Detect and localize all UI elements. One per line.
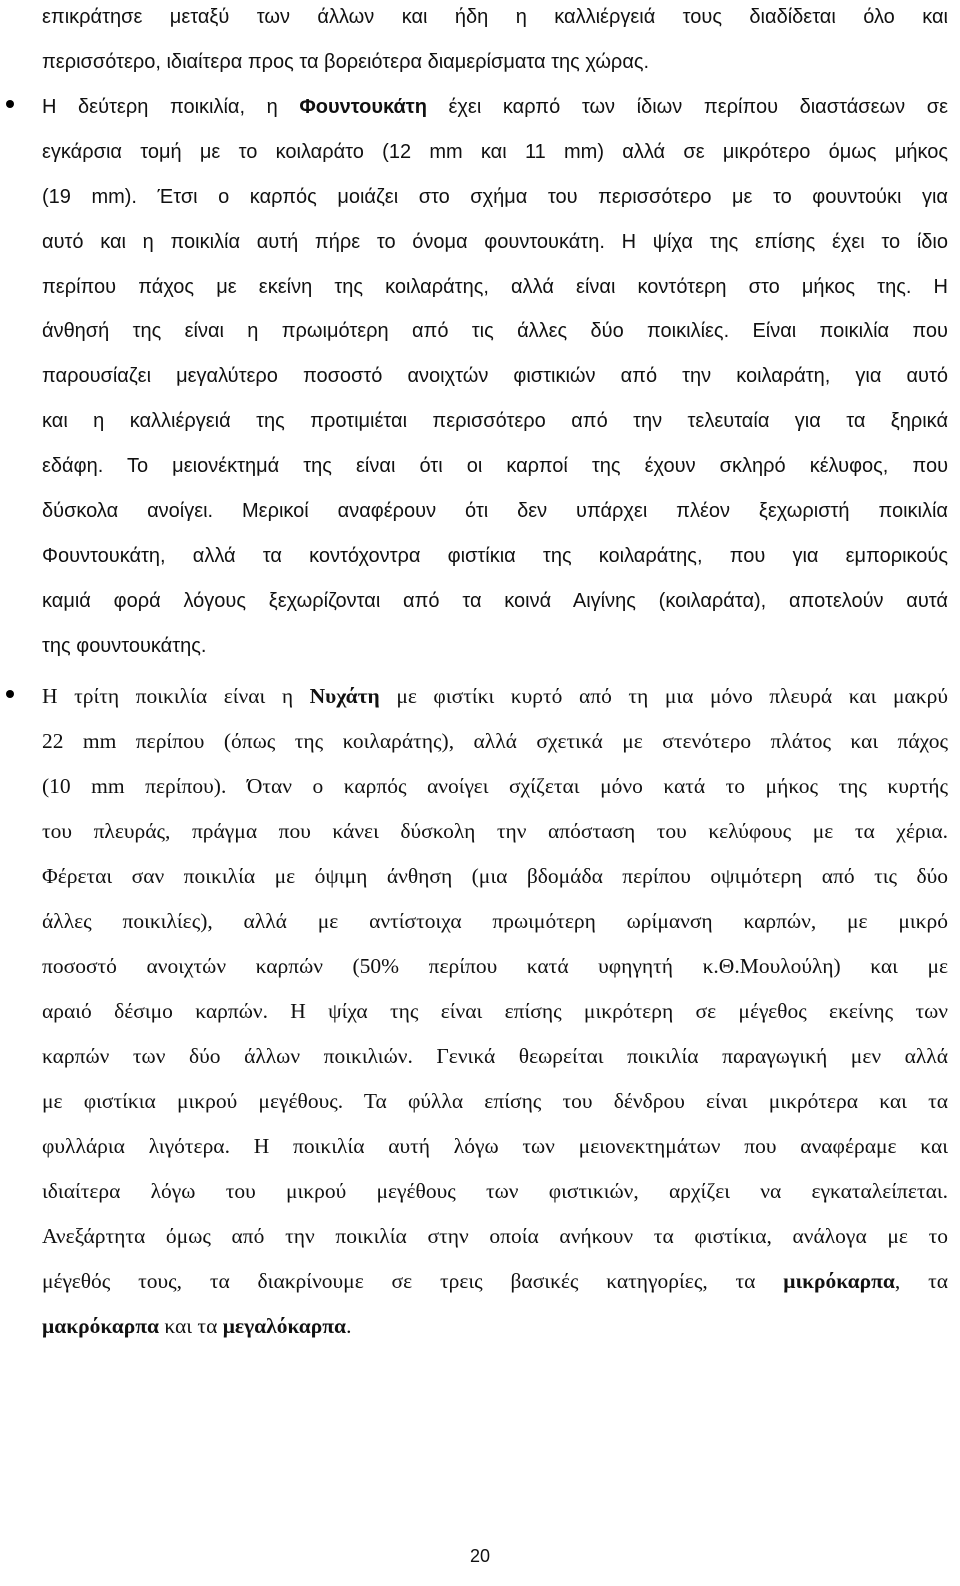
variety-name-fountoukati: Φουντουκάτη (299, 96, 427, 118)
page-number: 20 (469, 1546, 491, 1566)
text-line: ποσοστό ανοιχτών καρπών (50% περίπου κατά υφηγητή κ.Θ.Μουλούλη) και με (42, 954, 948, 978)
text-line: φυλλάρια λιγότερα. Η ποικιλία αυτή λόγω των μειονεκτημάτων που αναφέραμε και (42, 1134, 948, 1158)
category-term: μεγαλόκαρπα (222, 1314, 347, 1338)
text-line: και η καλλιέργειά της προτιμιέται περισσότερο από την τελευταία για τα ξηρικά (42, 410, 948, 432)
text-line: Ανεξάρτητα όμως από την ποικιλία στην οποία ανήκουν τα φιστίκια, ανάλογα με το (42, 1224, 948, 1248)
text-line: με φιστίκια μικρού μεγέθους. Τα φύλλα επίσης του δένδρου είναι μικρότερα και τα (42, 1089, 948, 1113)
bullet-icon (6, 690, 14, 698)
text-line: καρπών των δύο άλλων ποικιλιών. Γενικά θεωρείται ποικιλία παραγωγική μεν αλλά (42, 1044, 948, 1068)
text-line: επικράτησε μεταξύ των άλλων και ήδη η καλλιέργειά τους διαδίδεται όλο και (42, 6, 948, 28)
text-line: δύσκολα ανοίγει. Μερικοί αναφέρουν ότι δεν υπάρχει πλέον ξεχωριστή ποικιλία (42, 500, 948, 522)
text-line: Η τρίτη ποικιλία είναι η Νυχάτη με φιστίκι κυρτό από τη μια μόνο πλευρά και μακρύ (42, 684, 948, 708)
category-term: μικρόκαρπα (783, 1269, 895, 1293)
text-line: 22 mm περίπου (όπως της κοιλαράτης), αλλά σχετικά με στενότερο πλάτος και πάχος (42, 729, 948, 753)
text-line: ιδιαίτερα λόγω του μικρού μεγέθους των φιστικιών, αρχίζει να εγκαταλείπεται. (42, 1179, 948, 1203)
variety-name-nychati: Νυχάτη (309, 684, 380, 708)
bullet-icon (6, 100, 14, 108)
text-line: (10 mm περίπου). Όταν ο καρπός ανοίγει σχίζεται μόνο κατά το μήκος της κυρτής (42, 774, 948, 798)
text-line: Φέρεται σαν ποικιλία με όψιμη άνθηση (μια βδομάδα περίπου οψιμότερη από τις δύο (42, 864, 948, 888)
text-line: καμιά φορά λόγους ξεχωρίζονται από τα κοινά Αιγίνης (κοιλαράτα), αποτελούν αυτά (42, 590, 948, 612)
text-line: μακρόκαρπα και τα μεγαλόκαρπα. (42, 1314, 352, 1338)
text-line: εδάφη. Το μειονέκτημά της είναι ότι οι καρποί της έχουν σκληρό κέλυφος, που (42, 455, 948, 477)
text-line: του πλευράς, πράγμα που κάνει δύσκολη την απόσταση του κελύφους με τα χέρια. (42, 819, 948, 843)
text-line: άνθησή της είναι η πρωιμότερη από τις άλλες δύο ποικιλίες. Είναι ποικιλία που (42, 320, 948, 342)
text-line: άλλες ποικιλίες), αλλά με αντίστοιχα πρωιμότερη ωρίμανση καρπών, με μικρό (42, 909, 948, 933)
category-term: μακρόκαρπα (42, 1314, 159, 1338)
text-line: περίπου πάχος με εκείνη της κοιλαράτης, αλλά είναι κοντότερη στο μήκος της. Η (42, 276, 948, 298)
text-line: αυτό και η ποικιλία αυτή πήρε το όνομα φουντουκάτη. Η ψίχα της επίσης έχει το ίδιο (42, 231, 948, 253)
text-line: μέγεθός τους, τα διακρίνουμε σε τρεις βασικές κατηγορίες, τα μικρόκαρπα, τα (42, 1269, 948, 1293)
text-line: εγκάρσια τομή με το κοιλαράτο (12 mm και 11 mm) αλλά σε μικρότερο όμως μήκος (42, 141, 948, 163)
text-line: Η δεύτερη ποικιλία, η Φουντουκάτη έχει καρπό των ίδιων περίπου διαστάσεων σε (42, 96, 948, 118)
text-line: Φουντουκάτη, αλλά τα κοντόχοντρα φιστίκια της κοιλαράτης, που για εμπορικούς (42, 545, 948, 567)
text-line: αραιό δέσιμο καρπών. Η ψίχα της είναι επίσης μικρότερη σε μέγεθος εκείνης των (42, 999, 948, 1023)
text-line: παρουσίαζει μεγαλύτερο ποσοστό ανοιχτών φιστικιών από την κοιλαράτη, για αυτό (42, 365, 948, 387)
text-line: (19 mm). Έτσι ο καρπός μοιάζει στο σχήμα του περισσότερο με το φουντούκι για (42, 186, 948, 208)
text-line: της φουντουκάτης. (42, 635, 207, 657)
text-line: περισσότερο, ιδιαίτερα προς τα βορειότερα διαμερίσματα της χώρας. (42, 51, 650, 73)
